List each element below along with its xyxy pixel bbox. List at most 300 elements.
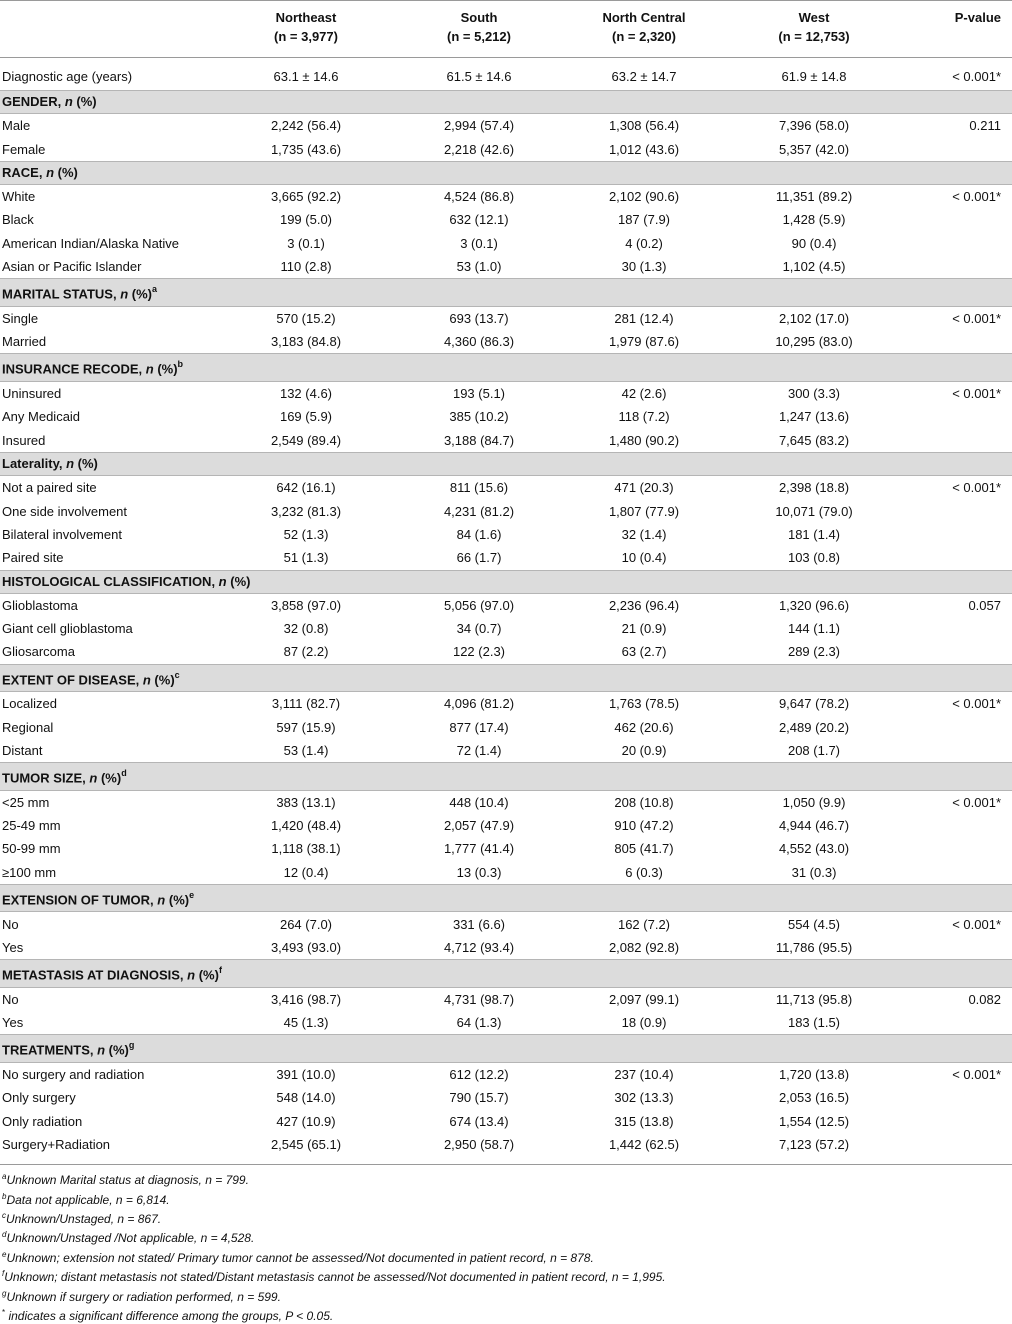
table-row — [0, 739, 1012, 763]
table-row — [0, 1133, 1012, 1156]
table-row — [0, 715, 1012, 738]
cell-p-value: < 0.001* — [952, 188, 1001, 204]
cell-south: 632 (12.1) — [449, 212, 509, 228]
cell-north-central: 302 (13.3) — [614, 1090, 674, 1106]
cell-p-value: < 0.001* — [952, 310, 1001, 326]
cell-p-value — [898, 546, 1012, 570]
row-label: Asian or Pacific Islander — [2, 259, 142, 275]
row-label: ≥100 mm — [2, 864, 57, 880]
table-row — [0, 692, 1012, 716]
cell-west: 7,396 (58.0) — [778, 118, 850, 134]
cell-north-central: 1,012 (43.6) — [608, 141, 680, 157]
cell-p-value — [898, 1086, 1012, 1109]
table-row — [0, 1086, 1012, 1109]
cell-west: 10,295 (83.0) — [775, 334, 853, 350]
table-row — [0, 137, 1012, 161]
section-header-row — [0, 960, 1012, 987]
cell-northeast: 53 (1.4) — [283, 742, 329, 758]
footnote-mark: a — [2, 1172, 7, 1182]
header-row — [0, 1, 1012, 58]
cell-northeast: 169 (5.9) — [279, 409, 333, 425]
row-label: Married — [2, 334, 47, 350]
footnote-marker: c — [174, 669, 180, 680]
table-row — [0, 837, 1012, 860]
cell-north-central: 1,807 (77.9) — [608, 503, 680, 519]
table-row — [0, 814, 1012, 837]
cell-north-central: 1,442 (62.5) — [608, 1136, 680, 1152]
cell-northeast: 570 (15.2) — [276, 310, 336, 326]
cell-north-central: 462 (20.6) — [614, 719, 674, 735]
footnote — [2, 1247, 1012, 1266]
cell-northeast: 87 (2.2) — [283, 644, 329, 660]
row-label: Diagnostic age (years) — [2, 69, 133, 84]
cell-northeast: 45 (1.3) — [283, 1015, 329, 1031]
cell-p-value — [898, 739, 1012, 763]
cell-south: 612 (12.2) — [449, 1066, 509, 1082]
row-label: Only surgery — [2, 1090, 76, 1106]
cell-west: 11,351 (89.2) — [775, 188, 853, 204]
footnote-mark: g — [2, 1288, 7, 1298]
row-label: Gliosarcoma — [2, 644, 75, 660]
table-row — [0, 936, 1012, 960]
section-title-unit: (%) — [74, 455, 98, 471]
section-header-row — [0, 570, 1012, 593]
cell-north-central: 1,308 (56.4) — [608, 118, 680, 134]
cell-south: 4,731 (98.7) — [443, 991, 515, 1007]
cell-north-central: 21 (0.9) — [621, 621, 667, 637]
cell-south: 1,777 (41.4) — [443, 841, 515, 857]
cell-northeast: 2,242 (56.4) — [270, 118, 342, 134]
cell-south: 2,218 (42.6) — [443, 141, 515, 157]
bottom-rule-cell — [0, 1156, 1012, 1165]
table-row — [0, 184, 1012, 208]
cell-north-central: 315 (13.8) — [614, 1113, 674, 1129]
cell-northeast: 642 (16.1) — [276, 480, 336, 496]
cell-northeast: 132 (4.6) — [279, 385, 333, 401]
row-label: Giant cell glioblastoma — [2, 621, 133, 637]
section-title-text: TREATMENTS, — [2, 1042, 98, 1058]
cell-south: 790 (15.7) — [449, 1090, 509, 1106]
cell-south: 13 (0.3) — [456, 864, 502, 880]
cell-south: 3 (0.1) — [460, 235, 498, 251]
cell-p-value — [898, 1133, 1012, 1156]
footnote-marker: f — [218, 965, 222, 976]
footnote-text: Unknown/Unstaged, n = 867. — [6, 1212, 162, 1226]
cell-west: 181 (1.4) — [787, 526, 841, 542]
section-header-row — [0, 763, 1012, 790]
cell-west: 554 (4.5) — [787, 916, 841, 932]
cell-northeast: 1,420 (48.4) — [270, 818, 342, 834]
row-label: Yes — [2, 939, 24, 955]
footnote — [2, 1227, 1012, 1246]
cell-west: 300 (3.3) — [787, 385, 841, 401]
cell-west: 4,944 (46.7) — [778, 818, 850, 834]
cell-south: 4,231 (81.2) — [443, 503, 515, 519]
section-title-n: n — [46, 164, 55, 180]
table-row — [0, 381, 1012, 405]
cell-west: 31 (0.3) — [791, 864, 837, 880]
section-header-row — [0, 452, 1012, 475]
cell-p-value — [898, 137, 1012, 161]
cell-north-central: 63.2 ± 14.7 — [611, 69, 677, 84]
section-title-text: MARITAL STATUS, — [2, 286, 121, 302]
cell-northeast: 3 (0.1) — [287, 235, 325, 251]
section-title-n: n — [64, 94, 73, 109]
row-label: Glioblastoma — [2, 597, 78, 613]
row-label: Black — [2, 212, 34, 228]
row-label: Any Medicaid — [2, 409, 81, 425]
cell-west: 2,398 (18.8) — [778, 480, 850, 496]
cell-p-value — [898, 208, 1012, 231]
cell-west: 5,357 (42.0) — [778, 141, 850, 157]
cell-north-central: 237 (10.4) — [614, 1066, 674, 1082]
cell-northeast: 3,232 (81.3) — [270, 503, 342, 519]
cell-south: 2,994 (57.4) — [443, 118, 515, 134]
cell-p-value — [898, 936, 1012, 960]
cell-north-central: 910 (47.2) — [614, 818, 674, 834]
table-row — [0, 617, 1012, 640]
cell-p-value — [898, 1011, 1012, 1035]
table-row — [0, 987, 1012, 1011]
table-body — [0, 58, 1012, 1165]
section-title — [0, 452, 1012, 475]
section-title-n: n — [218, 573, 227, 589]
cell-p-value — [898, 499, 1012, 522]
cell-west: 1,050 (9.9) — [782, 794, 846, 810]
row-label: No surgery and radiation — [2, 1066, 145, 1082]
cell-p-value — [898, 640, 1012, 664]
cell-north-central: 281 (12.4) — [614, 310, 674, 326]
cell-northeast: 427 (10.9) — [276, 1113, 336, 1129]
cell-south: 72 (1.4) — [456, 742, 502, 758]
cell-west: 1,102 (4.5) — [782, 259, 846, 275]
cell-p-value: < 0.001* — [952, 794, 1001, 810]
cell-south: 4,096 (81.2) — [443, 696, 515, 712]
cell-west: 7,645 (83.2) — [778, 432, 850, 448]
footnote-text: Unknown; distant metastasis not stated/Distant metastasis cannot be assessed/Not documented in patient record, n = 1,995. — [4, 1270, 666, 1285]
cell-northeast: 12 (0.4) — [283, 864, 329, 880]
header-northeast: Northeast (n = 3,977) — [212, 1, 400, 58]
section-title — [0, 91, 1012, 114]
cell-south: 64 (1.3) — [456, 1015, 502, 1031]
row-label: Bilateral involvement — [2, 526, 122, 542]
cell-north-central: 208 (10.8) — [614, 794, 674, 810]
row-label: American Indian/Alaska Native — [2, 235, 180, 251]
row-label: Localized — [2, 696, 57, 712]
cell-south: 84 (1.6) — [456, 526, 502, 542]
table-row — [0, 429, 1012, 453]
cell-west: 4,552 (43.0) — [778, 841, 850, 857]
section-title-text: METASTASIS AT DIAGNOSIS, — [2, 967, 188, 983]
table-row — [0, 546, 1012, 570]
cell-south: 4,712 (93.4) — [443, 939, 515, 955]
cell-northeast: 2,549 (89.4) — [270, 432, 342, 448]
cell-northeast: 3,493 (93.0) — [270, 939, 342, 955]
cell-p-value: < 0.001* — [952, 385, 1001, 401]
cell-northeast: 199 (5.0) — [279, 212, 333, 228]
cell-northeast: 110 (2.8) — [280, 259, 332, 275]
section-title-n: n — [89, 770, 98, 786]
section-header-row — [0, 354, 1012, 381]
cell-north-central: 30 (1.3) — [621, 259, 667, 275]
section-title — [0, 570, 1012, 593]
cell-northeast: 51 (1.3) — [283, 550, 329, 566]
section-header-row — [0, 161, 1012, 184]
section-header-row — [0, 1035, 1012, 1062]
cell-northeast: 63.1 ± 14.6 — [273, 69, 339, 84]
cell-north-central: 18 (0.9) — [621, 1015, 667, 1031]
row-label: Uninsured — [2, 385, 62, 401]
section-title-unit: (%) — [226, 573, 251, 589]
section-title-n: n — [97, 1042, 106, 1058]
footnote-mark: * — [2, 1308, 6, 1318]
cell-northeast: 548 (14.0) — [276, 1090, 336, 1106]
row-label: Single — [2, 310, 39, 326]
cell-northeast: 3,665 (92.2) — [270, 188, 342, 204]
cell-northeast: 3,416 (98.7) — [270, 991, 342, 1007]
cell-p-value — [898, 330, 1012, 354]
cell-north-central: 6 (0.3) — [625, 864, 663, 880]
cell-p-value — [898, 232, 1012, 255]
section-title-text: TUMOR SIZE, — [2, 770, 90, 786]
cell-south: 693 (13.7) — [449, 310, 509, 326]
cell-west: 208 (1.7) — [787, 742, 841, 758]
cell-south: 448 (10.4) — [449, 794, 509, 810]
cell-north-central: 118 (7.2) — [618, 409, 670, 425]
row-label: Not a paired site — [2, 480, 97, 496]
table-row — [0, 208, 1012, 231]
cell-west: 2,489 (20.2) — [778, 719, 850, 735]
cell-south: 331 (6.6) — [452, 916, 506, 932]
row-label: <25 mm — [2, 794, 50, 810]
table-row — [0, 1109, 1012, 1132]
cell-west: 2,053 (16.5) — [778, 1090, 850, 1106]
cell-north-central: 42 (2.6) — [621, 385, 667, 401]
header-label-column — [0, 1, 212, 58]
row-label: One side involvement — [2, 503, 128, 519]
cell-south: 66 (1.7) — [456, 550, 502, 566]
cell-north-central: 471 (20.3) — [614, 480, 674, 496]
table-row — [0, 255, 1012, 279]
cell-west: 144 (1.1) — [787, 621, 841, 637]
section-title-n: n — [145, 361, 154, 377]
section-title-n: n — [142, 672, 151, 688]
cell-northeast: 2,545 (65.1) — [270, 1136, 342, 1152]
section-header-row — [0, 279, 1012, 306]
cell-p-value: < 0.001* — [952, 916, 1001, 932]
cell-northeast: 3,111 (82.7) — [271, 696, 341, 712]
table-row — [0, 640, 1012, 664]
table-row — [0, 523, 1012, 546]
footnote-marker: g — [128, 1040, 135, 1051]
row-label: Yes — [2, 1015, 24, 1031]
cell-p-value — [898, 255, 1012, 279]
cell-northeast: 597 (15.9) — [276, 719, 336, 735]
section-title-n: n — [187, 967, 196, 983]
footnote — [2, 1266, 1012, 1285]
cell-south: 53 (1.0) — [456, 259, 502, 275]
section-header-row — [0, 664, 1012, 691]
row-label: No — [2, 916, 19, 932]
cell-west: 2,102 (17.0) — [778, 310, 850, 326]
table-header — [0, 1, 1012, 58]
section-title — [0, 664, 1012, 691]
cell-p-value — [898, 617, 1012, 640]
cell-south: 122 (2.3) — [452, 644, 506, 660]
footnote — [2, 1305, 1012, 1324]
cell-northeast: 391 (10.0) — [276, 1066, 336, 1082]
cell-south: 4,524 (86.8) — [443, 188, 515, 204]
footnote-mark: c — [2, 1211, 6, 1220]
section-title-text: Laterality, — [2, 455, 67, 471]
section-title — [0, 960, 1012, 987]
row-label: 50-99 mm — [2, 841, 61, 857]
table-row — [0, 306, 1012, 330]
section-title-n: n — [157, 892, 166, 908]
table-bottom-rule — [0, 1156, 1012, 1165]
footnote — [2, 1189, 1012, 1208]
cell-west: 1,720 (13.8) — [778, 1066, 850, 1082]
row-label: Male — [2, 118, 31, 134]
row-label: Regional — [2, 719, 54, 735]
cell-south: 877 (17.4) — [449, 719, 509, 735]
cell-south: 674 (13.4) — [449, 1113, 509, 1129]
cell-west: 1,320 (96.6) — [778, 597, 850, 613]
cell-p-value — [898, 429, 1012, 453]
cell-northeast: 1,735 (43.6) — [270, 141, 342, 157]
cell-west: 11,713 (95.8) — [775, 991, 853, 1007]
section-title-text: EXTENT OF DISEASE, — [2, 672, 143, 688]
cell-p-value — [898, 1109, 1012, 1132]
cell-north-central: 805 (41.7) — [614, 841, 674, 857]
section-title-text: GENDER, — [2, 94, 65, 109]
cell-south: 811 (15.6) — [449, 480, 509, 496]
cell-west: 183 (1.5) — [787, 1015, 841, 1031]
cell-west: 289 (2.3) — [787, 644, 841, 660]
section-title — [0, 354, 1012, 381]
cell-north-central: 32 (1.4) — [621, 526, 667, 542]
section-title-n: n — [66, 455, 75, 471]
cell-north-central: 2,097 (99.1) — [608, 991, 680, 1007]
cell-north-central: 2,082 (92.8) — [608, 939, 680, 955]
table-row — [0, 593, 1012, 617]
table-row — [0, 1011, 1012, 1035]
table-row — [0, 1062, 1012, 1086]
section-title — [0, 763, 1012, 790]
cell-northeast: 1,118 (38.1) — [271, 841, 341, 857]
header-west: West (n = 12,753) — [730, 1, 898, 58]
footnote-marker: d — [121, 768, 127, 779]
cell-p-value — [898, 837, 1012, 860]
cell-west: 11,786 (95.5) — [775, 939, 853, 955]
footnote — [2, 1208, 1012, 1227]
cell-west: 9,647 (78.2) — [778, 696, 850, 712]
cell-p-value — [898, 523, 1012, 546]
cell-south: 193 (5.1) — [452, 385, 506, 401]
cell-north-central: 20 (0.9) — [621, 742, 667, 758]
row-label: Insured — [2, 432, 46, 448]
cell-south: 34 (0.7) — [456, 621, 502, 637]
footnote-mark: e — [2, 1249, 7, 1259]
row-label: No — [2, 991, 19, 1007]
table-row — [0, 114, 1012, 138]
footnote-marker: a — [152, 284, 158, 295]
cell-p-value — [898, 405, 1012, 428]
cell-south: 385 (10.2) — [449, 409, 509, 425]
section-header-row — [0, 885, 1012, 912]
cell-north-central: 187 (7.9) — [617, 212, 671, 228]
footnote-text: Unknown/Unstaged /Not applicable, n = 4,528. — [6, 1231, 255, 1246]
cell-p-value: < 0.001* — [952, 480, 1001, 496]
cell-north-central: 63 (2.7) — [621, 644, 667, 660]
cell-north-central: 1,979 (87.6) — [608, 334, 680, 350]
cell-northeast: 3,858 (97.0) — [270, 597, 342, 613]
section-title-unit: (%) — [150, 672, 175, 688]
cell-west: 10,071 (79.0) — [775, 503, 853, 519]
cell-p-value: < 0.001* — [952, 1066, 1001, 1082]
cell-p-value: 0.057 — [968, 597, 1001, 613]
cell-south: 2,950 (58.7) — [443, 1136, 515, 1152]
cell-north-central: 4 (0.2) — [625, 235, 663, 251]
footnote-text: Unknown; extension not stated/ Primary tumor cannot be assessed/Not documented in patient record, n = 878. — [6, 1250, 594, 1265]
footnote-mark: d — [2, 1230, 7, 1240]
section-title-unit: (%) — [97, 770, 122, 786]
footnote-text: Data not applicable, n = 6,814. — [6, 1192, 170, 1207]
row-label: Surgery+Radiation — [2, 1136, 111, 1152]
cell-west: 103 (0.8) — [787, 550, 841, 566]
cell-p-value: 0.082 — [968, 991, 1001, 1007]
cell-northeast: 264 (7.0) — [279, 916, 333, 932]
table-row — [0, 330, 1012, 354]
section-title-text: EXTENSION OF TUMOR, — [2, 892, 158, 908]
footnote-text: indicates a significant difference among the groups, P < 0.05. — [5, 1309, 334, 1324]
table-row — [0, 58, 1012, 91]
cell-p-value — [898, 814, 1012, 837]
cell-west: 7,123 (57.2) — [778, 1136, 850, 1152]
cell-p-value: < 0.001* — [952, 69, 1001, 84]
section-header-row — [0, 91, 1012, 114]
section-title — [0, 1035, 1012, 1062]
cell-west: 1,247 (13.6) — [778, 409, 850, 425]
section-title-unit: (%) — [153, 361, 178, 377]
header-p-value: P-value — [898, 1, 1012, 58]
section-title — [0, 885, 1012, 912]
cell-north-central: 10 (0.4) — [621, 550, 667, 566]
cell-south: 4,360 (86.3) — [443, 334, 515, 350]
cell-south: 5,056 (97.0) — [443, 597, 515, 613]
footnote-mark: b — [2, 1191, 7, 1201]
section-title-text: HISTOLOGICAL CLASSIFICATION, — [2, 573, 219, 589]
cell-northeast: 3,183 (84.8) — [270, 334, 342, 350]
footnote-text: Unknown if surgery or radiation performed, n = 599. — [6, 1289, 281, 1304]
row-label: White — [2, 188, 36, 204]
cell-p-value: 0.211 — [969, 118, 1001, 134]
cell-south: 61.5 ± 14.6 — [446, 69, 512, 84]
footnote-marker: e — [189, 890, 195, 901]
cell-west: 61.9 ± 14.8 — [781, 69, 847, 84]
cell-northeast: 52 (1.3) — [283, 526, 329, 542]
table-row — [0, 232, 1012, 255]
footnote — [2, 1169, 1012, 1188]
cell-north-central: 162 (7.2) — [617, 916, 671, 932]
cell-north-central: 2,102 (90.6) — [608, 188, 680, 204]
table-row — [0, 499, 1012, 522]
section-title-unit: (%) — [128, 286, 152, 302]
footnote-marker: b — [177, 359, 184, 370]
cell-west: 1,428 (5.9) — [782, 212, 846, 228]
cell-west: 90 (0.4) — [791, 235, 837, 251]
section-title-n: n — [120, 286, 129, 302]
